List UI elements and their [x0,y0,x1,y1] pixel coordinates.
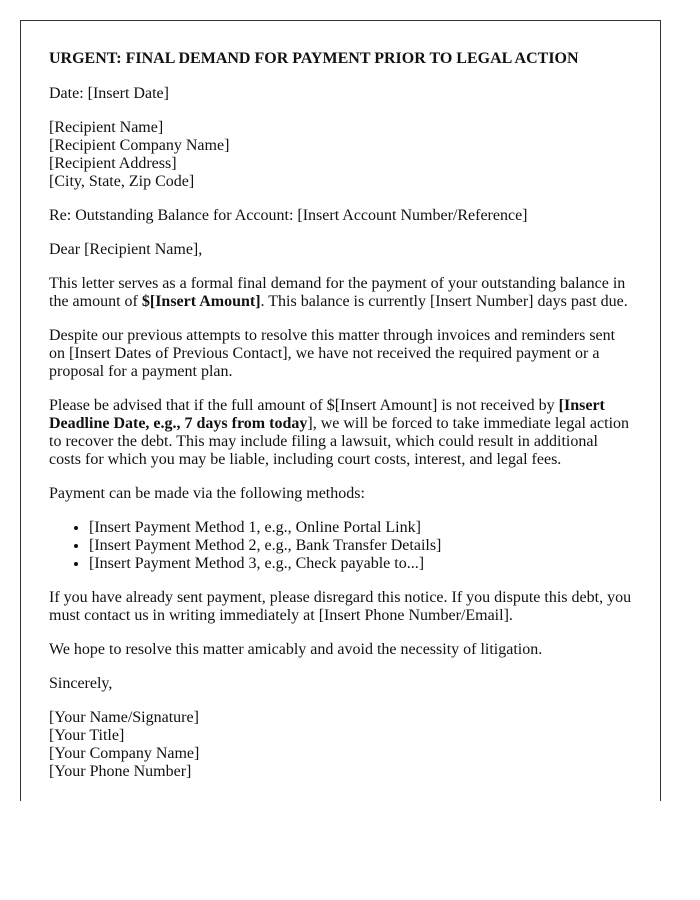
sender-signature-block [49,709,632,781]
payment-intro: Payment can be made via the following methods: [49,485,365,502]
paragraph-demand [49,275,632,311]
sender-phone: [Your Phone Number] [49,763,192,780]
amount-emphasis: $[Insert Amount] [141,293,261,310]
paragraph-dispute: If you have already sent payment, please disregard this notice. If you dispute this debt, you must contact us in writing immediately at [Insert Phone Number/Email]. [49,589,632,624]
letter-title: URGENT: FINAL DEMAND FOR PAYMENT PRIOR TO LEGAL ACTION [49,50,579,67]
sender-name: [Your Name/Signature] [49,709,199,726]
recipient-city-state-zip: [City, State, Zip Code] [49,173,195,190]
paragraph-demand-text: This letter serves as a formal final demand for the payment of your outstanding balance in the amount of [49,275,626,310]
recipient-name: [Recipient Name] [49,119,164,136]
sender-title: [Your Title] [49,727,125,744]
paragraph-demand-text-end: . This balance is currently [Insert Number] days past due. [260,293,628,310]
recipient-company: [Recipient Company Name] [49,137,230,154]
paragraph-legal-warning [49,397,632,469]
recipient-address-block [49,119,632,191]
payment-method-item: • [Insert Payment Method 1, e.g., Online Portal Link] [89,519,632,537]
closing: Sincerely, [49,675,113,692]
sender-company: [Your Company Name] [49,745,200,762]
recipient-address: [Recipient Address] [49,155,177,172]
payment-method-item: • [Insert Payment Method 2, e.g., Bank Transfer Details] [89,537,632,555]
date-line: Date: [Insert Date] [49,85,169,102]
letter-document [20,20,661,801]
salutation: Dear [Recipient Name], [49,241,203,258]
paragraph-legal-warning-text: Please be advised that if the full amount of $[Insert Amount] is not received by [49,397,559,414]
paragraph-previous-attempts: Despite our previous attempts to resolve this matter through invoices and reminders sent on [Insert Dates of Previous Contact], we have not received the required payment or a proposal for a payment plan. [49,327,616,380]
deadline-emphasis: [Insert Deadline Date, e.g., 7 days from today [49,397,605,432]
re-line: Re: Outstanding Balance for Account: [Insert Account Number/Reference] [49,207,528,224]
payment-methods-list [49,519,632,573]
paragraph-resolution: We hope to resolve this matter amicably and avoid the necessity of litigation. [49,641,543,658]
payment-method-item: • [Insert Payment Method 3, e.g., Check payable to...] [89,555,632,573]
paragraph-legal-warning-text-end: ], we will be forced to take immediate legal action to recover the debt. This may include filing a lawsuit, which could result in additional costs for which you may be liable, including court costs, interest, and legal fees. [49,415,630,468]
